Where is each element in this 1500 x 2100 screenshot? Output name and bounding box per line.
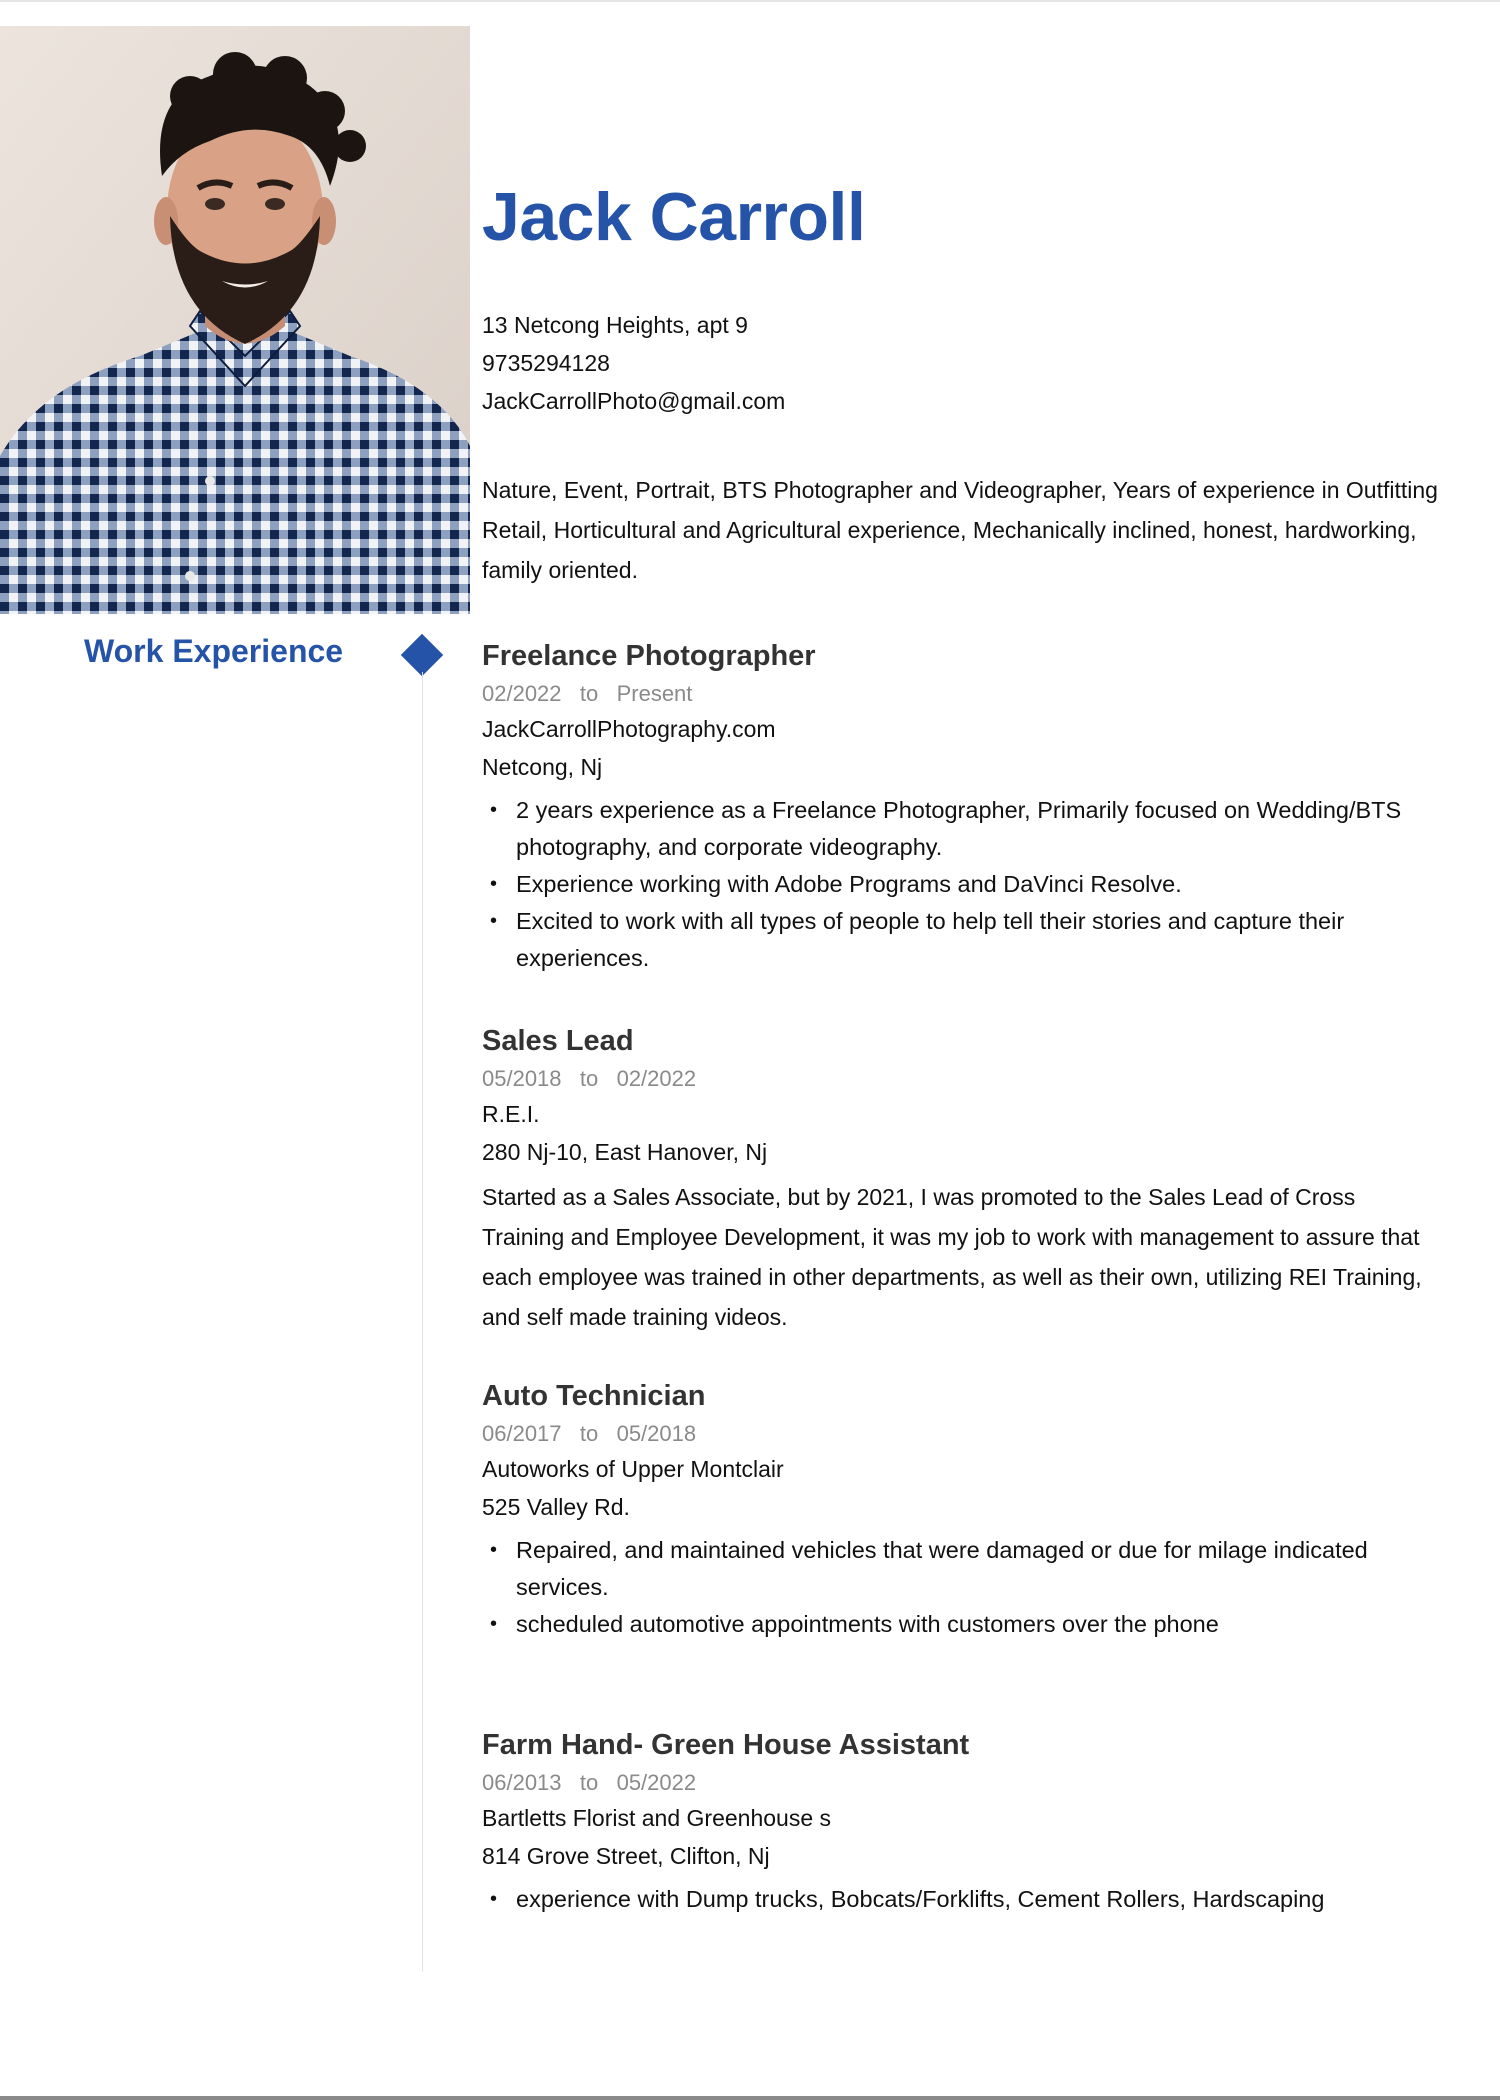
bottom-rule: [0, 2096, 1500, 2100]
job-company: JackCarrollPhotography.com: [482, 716, 776, 742]
timeline-line: [422, 672, 423, 1972]
job-title: Auto Technician: [482, 1380, 706, 1412]
job-bullets: [482, 1532, 1442, 1643]
job-bullets: [482, 1881, 1442, 1918]
job-bullets: [482, 792, 1442, 977]
job-location: 814 Grove Street, Clifton, Nj: [482, 1843, 770, 1869]
job-title: Freelance Photographer: [482, 640, 816, 672]
job-dates: 05/2018 to 02/2022: [482, 1066, 697, 1091]
phone-number: 9735294128: [482, 350, 610, 376]
top-rule: [0, 0, 1500, 2]
profile-summary: Nature, Event, Portrait, BTS Photographer and Videographer, Years of experience in Outfitting Retail, Horticultural and Agricultural experience, Mechanically inclined, honest, hardworking, family oriented.: [482, 477, 1438, 583]
job-company: Autoworks of Upper Montclair: [482, 1456, 784, 1482]
contact-info: [482, 306, 785, 420]
bullet-item: • scheduled automotive appointments with customers over the phone: [482, 1606, 1442, 1643]
job-entry: [482, 1023, 1442, 1337]
job-location: 280 Nj-10, East Hanover, Nj: [482, 1139, 768, 1165]
diamond-icon: [401, 634, 443, 676]
job-location: Netcong, Nj: [482, 754, 603, 780]
bullet-item: • experience with Dump trucks, Bobcats/Forklifts, Cement Rollers, Hardscaping: [482, 1881, 1442, 1918]
job-dates: 06/2013 to 05/2022: [482, 1770, 697, 1795]
job-entry: [482, 1378, 1442, 1643]
bullet-item: • Repaired, and maintained vehicles that were damaged or due for milage indicated services.: [482, 1532, 1442, 1606]
job-company: R.E.I.: [482, 1101, 540, 1127]
job-description: Started as a Sales Associate, but by 2021, I was promoted to the Sales Lead of Cross Training and Employee Development, it was my job to work with management to assure that each employee was trained in other departments, as well as their own, utilizing REI Training, and self made training videos.: [482, 1184, 1422, 1330]
email-address: JackCarrollPhoto@gmail.com: [482, 388, 786, 414]
job-entry: [482, 638, 1442, 977]
bullet-item: • 2 years experience as a Freelance Photographer, Primarily focused on Wedding/BTS photography, and corporate videography.: [482, 792, 1442, 866]
job-company: Bartletts Florist and Greenhouse s: [482, 1805, 831, 1831]
address: 13 Netcong Heights, apt 9: [482, 312, 748, 338]
job-title: Farm Hand- Green House Assistant: [482, 1729, 970, 1761]
candidate-name: Jack Carroll: [482, 179, 866, 255]
section-title-work-experience: Work Experience: [84, 633, 344, 669]
job-dates: 02/2022 to Present: [482, 681, 693, 706]
profile-photo: [0, 26, 470, 614]
bullet-item: • Excited to work with all types of people to help tell their stories and capture their experiences.: [482, 903, 1442, 977]
job-entry: [482, 1727, 1442, 1918]
bullet-item: • Experience working with Adobe Programs and DaVinci Resolve.: [482, 866, 1442, 903]
job-title: Sales Lead: [482, 1025, 634, 1057]
job-dates: 06/2017 to 05/2018: [482, 1421, 697, 1446]
job-location: 525 Valley Rd.: [482, 1494, 630, 1520]
